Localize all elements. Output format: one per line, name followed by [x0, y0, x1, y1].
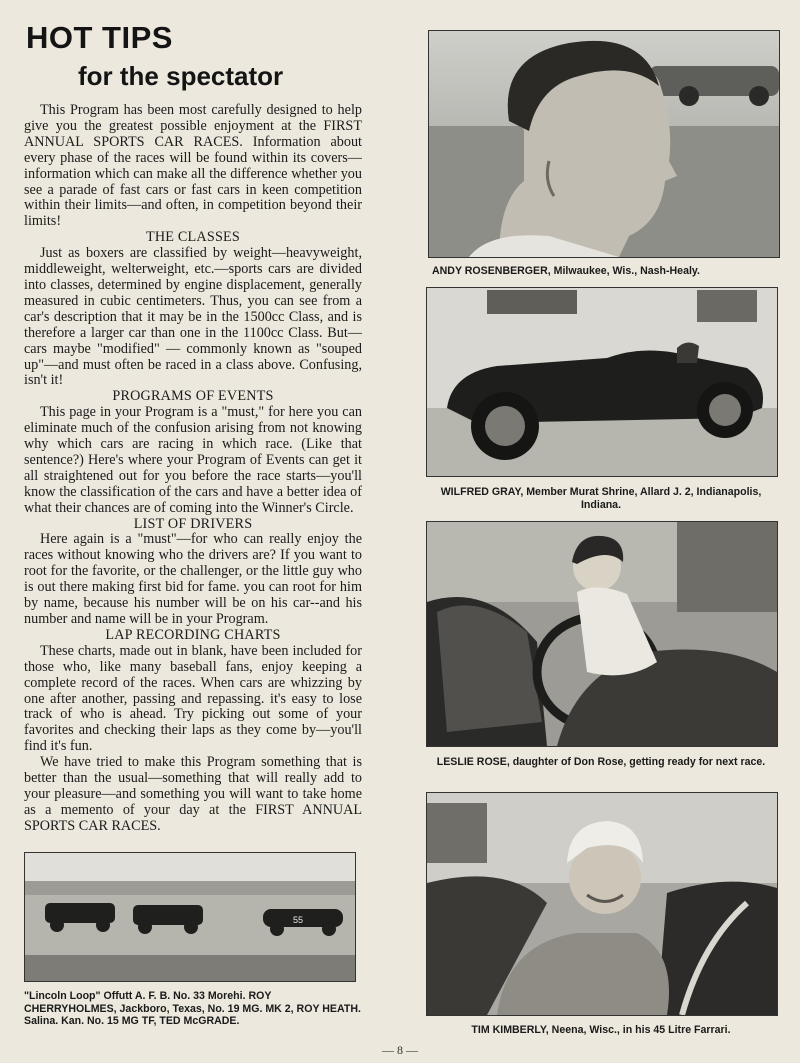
- photo-andy-rosenberger: [428, 30, 780, 258]
- section-heading-classes: THE CLASSES: [145, 229, 241, 246]
- photo-caption-lincoln-loop: "Lincoln Loop" Offutt A. F. B. No. 33 Morehi. ROY CHERRYHOLMES, Jackboro, Texas, No. 19 MG. MK 2, ROY HEATH. Salina. Kan. No. 15 MG TF, TED McGRADE.: [24, 990, 361, 1027]
- photo-caption-rose: LESLIE ROSE, daughter of Don Rose, getting ready for next race.: [436, 756, 766, 768]
- photo-lincoln-loop-race: [24, 852, 356, 982]
- photo-caption-gray: WILFRED GRAY, Member Murat Shrine, Allard J. 2, Indianapolis, Indiana.: [440, 486, 762, 511]
- photo-caption-kimberly: TIM KIMBERLY, Neena, Wisc., in his 45 Litre Farrari.: [471, 1024, 731, 1036]
- article-body: [24, 103, 362, 835]
- section-text-classes: Just as boxers are classified by weight—heavyweight, middleweight, welterweight, etc.—sports cars are divided into classes, determined by engine displacement, generally measured in cubic centimeters. Thus, you can see from a car's description that it may be in the 1500cc Class, and is therefore a larger car than one in the 1100cc Class. But—cars maybe "modified" — commonly known as "souped up"—and must often be raced in a class above. Confusing, isn't it!: [24, 245, 362, 389]
- section-text-lap-charts: These charts, made out in blank, have been included for those who, like many baseball fans, enjoy keeping a complete record of the races. When cars are whizzing by one after another, passing and repassing. it's easy to lose track of who is ahead. Try picking out some of your favorites and checking their laps as they come by—you'll find it's fun.: [24, 642, 362, 755]
- section-heading-lap-charts: LAP RECORDING CHARTS: [105, 626, 281, 643]
- photo-tim-kimberly: [426, 792, 778, 1016]
- photo-wilfred-gray-allard: [426, 287, 778, 477]
- section-heading-programs: PROGRAMS OF EVENTS: [112, 388, 274, 405]
- intro-paragraph: This Program has been most carefully designed to help give you the greatest possible enjoyment at the FIRST ANNUAL SPORTS CAR RACES. Information about every phase of the races will be found within its covers—information which can make all the difference whether you see a parade of fast cars or fast cars in keen competition within their limits—and often, in competition beyond their limits!: [24, 102, 362, 230]
- page-number: — 8 —: [382, 1043, 418, 1057]
- photo-leslie-rose: [426, 521, 778, 747]
- section-text-programs: This page in your Program is a "must," for here you can eliminate much of the confusion arising from not knowing why which cars are racing in which race. (Like that sentence?) Here's where your Program of Events can get it all straightened out for you before the race starts—you'll know the classification of the cars and have a better idea of what their chances are of coming into the Winner's Circle.: [24, 404, 362, 516]
- photo-caption-rosenberger: ANDY ROSENBERGER, Milwaukee, Wis., Nash-Healy.: [432, 265, 700, 277]
- closing-paragraph: We have tried to make this Program something that is better than the usual—something that will really add to your pleasure—and something you will want to take home as a memento of your day at the FIRST ANNUAL SPORTS CAR RACES.: [24, 754, 362, 834]
- race-car-number: 55: [293, 915, 304, 925]
- page-subtitle: for the spectator: [78, 61, 284, 91]
- section-heading-drivers: LIST OF DRIVERS: [133, 515, 253, 532]
- page-title: HOT TIPS: [26, 20, 173, 55]
- section-text-drivers: Here again is a "must"—for who can really enjoy the races without knowing who the drivers are? If you want to root for the favorite, or the challenger, or the little guy who is out there making first bid for fame. you can root for him by name, because his number will be on his car--and his number and name will be in your Program.: [24, 531, 362, 627]
